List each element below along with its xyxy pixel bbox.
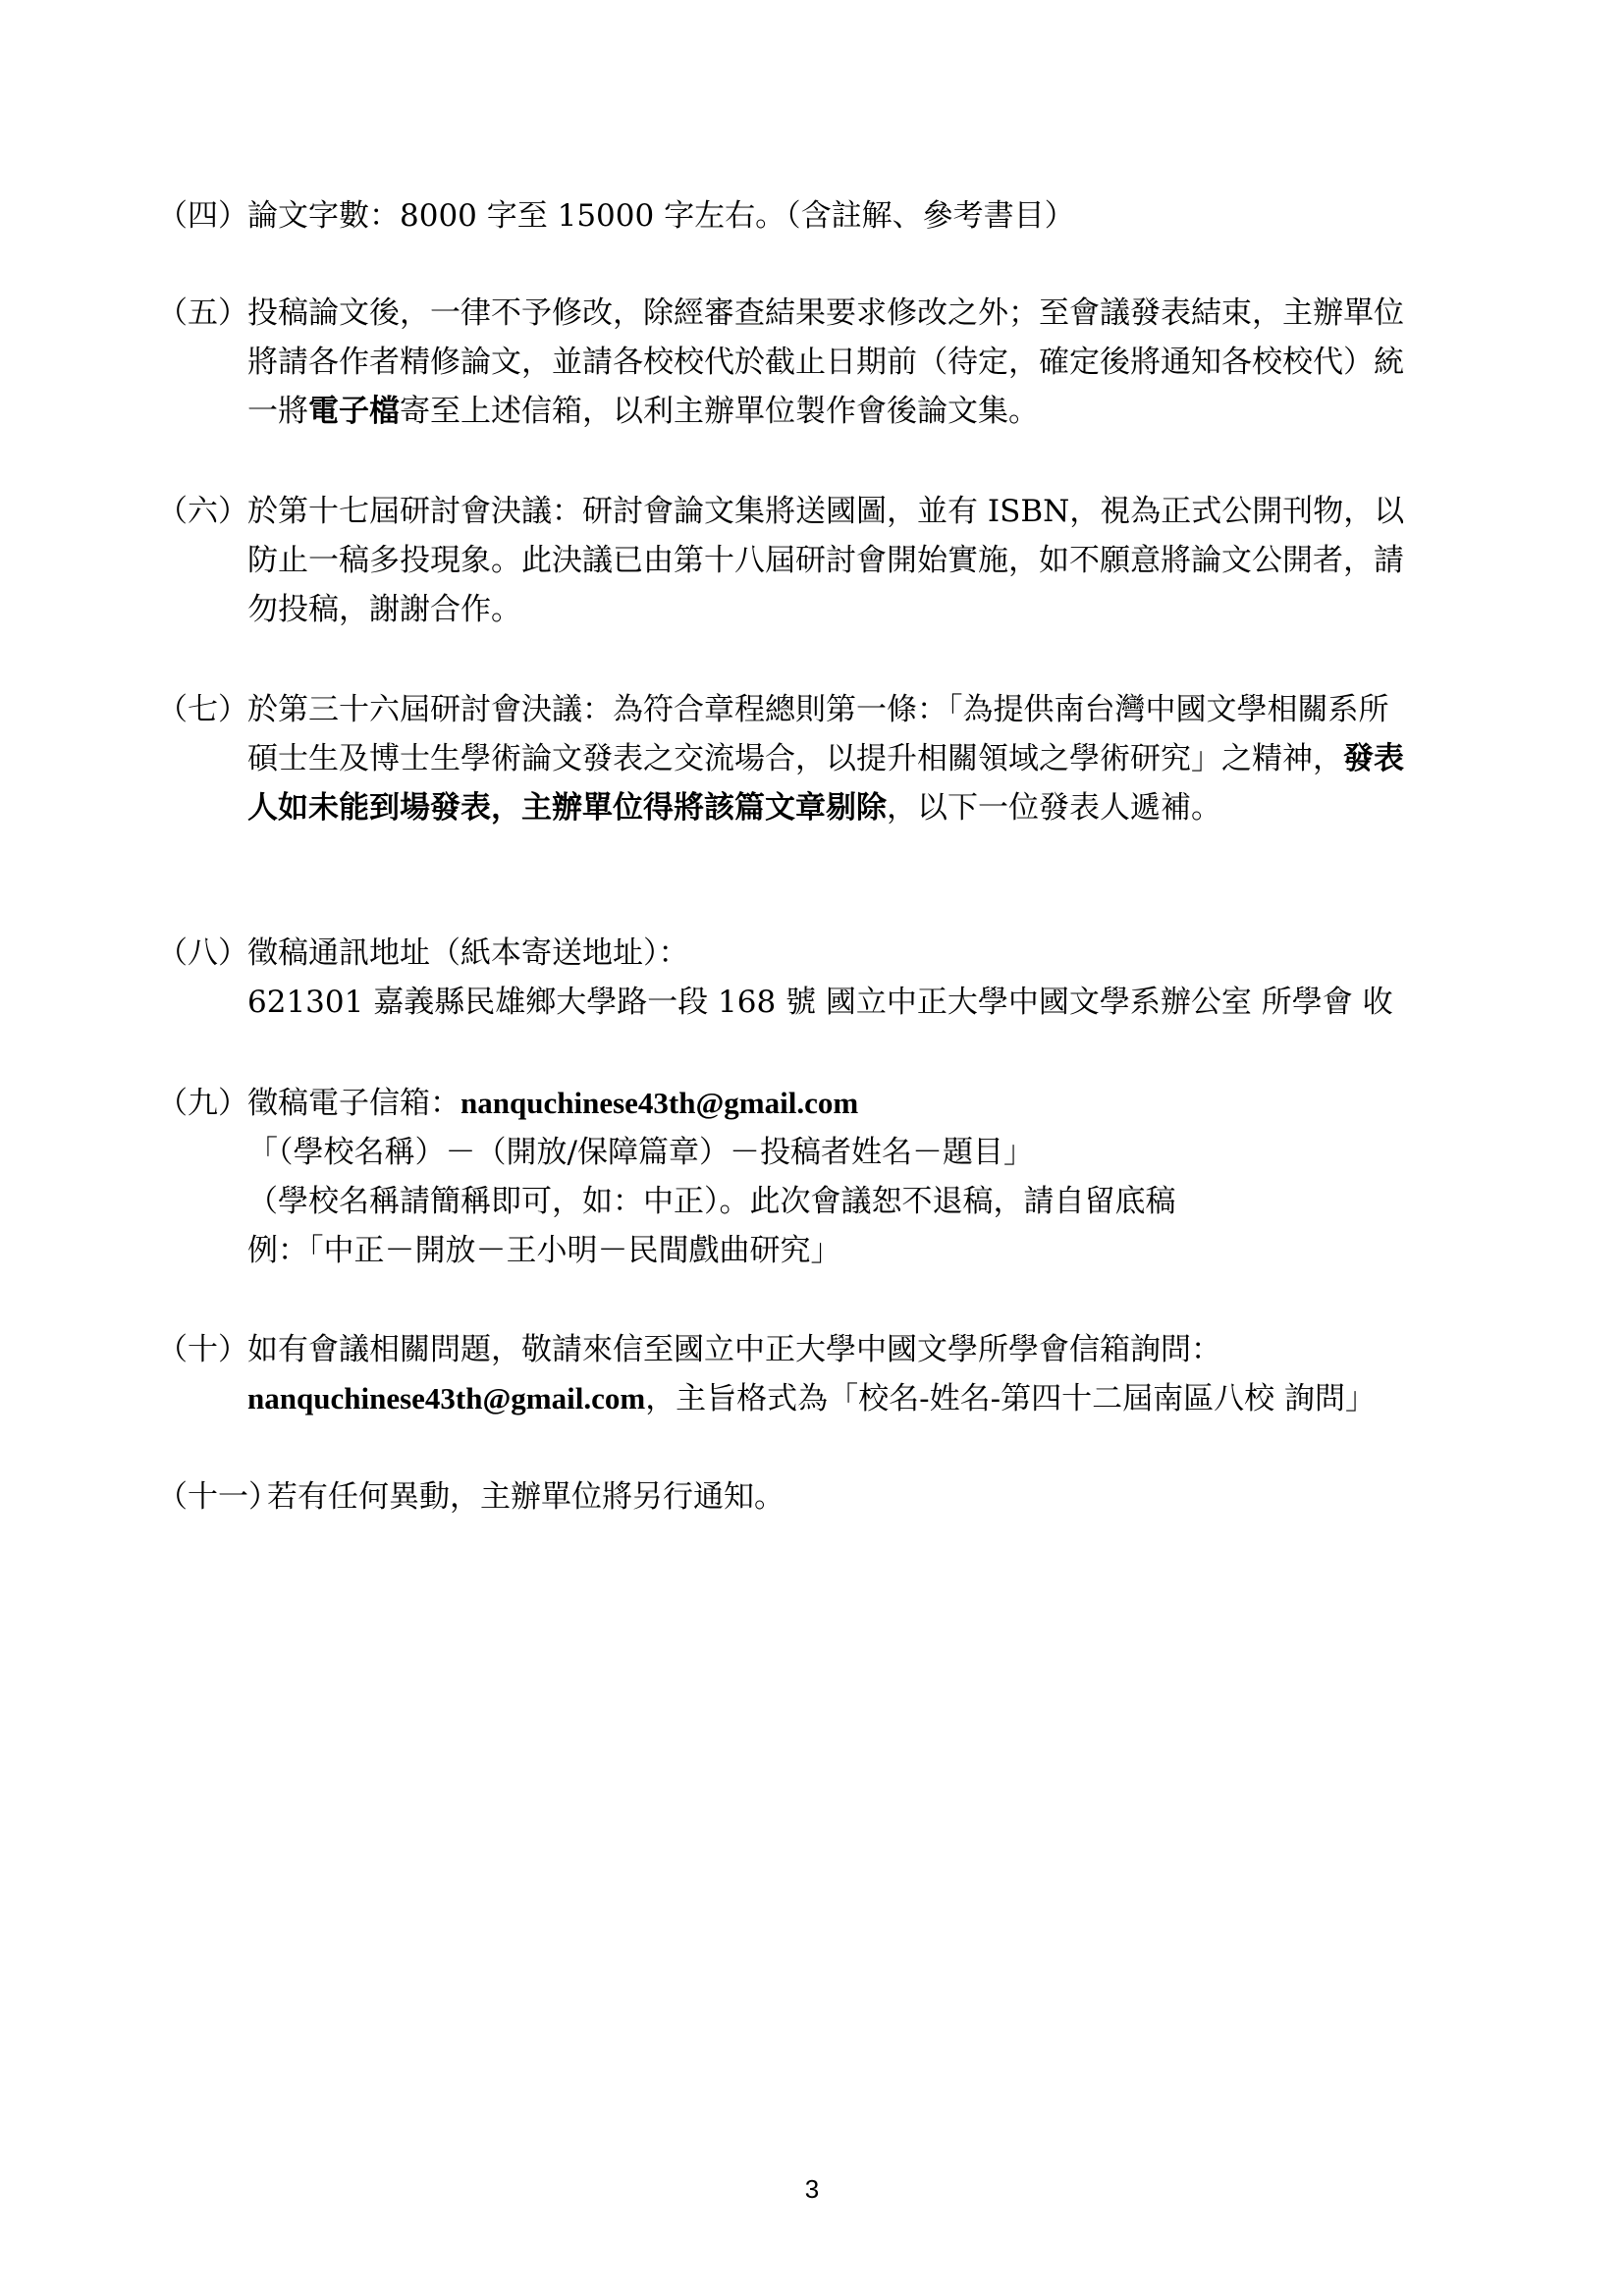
item-text-line	[247, 1078, 858, 1122]
item-marker: （八）	[157, 935, 248, 971]
item-text-line: 論文字數：8000 字至 15000 字左右。（含註解、參考書目）	[247, 198, 1075, 234]
item-text-line	[247, 782, 1221, 827]
item-marker: （九）	[157, 1086, 248, 1121]
item-text-line: 「（學校名稱）－（開放/保障篇章）－投稿者姓名－題目」	[247, 1135, 1034, 1170]
item-text-line: 於第三十六屆研討會決議：為符合章程總則第一條：「為提供南台灣中國文學相關系所	[247, 692, 1389, 727]
bold-text-run: 發表	[1343, 741, 1404, 776]
item-marker: （五）	[157, 295, 248, 331]
email-address: nanquchinese43th@gmail.com	[247, 1381, 646, 1415]
item-text-line: 投稿論文後，一律不予修改，除經審查結果要求修改之外；至會議發表結束，主辦單位	[247, 295, 1404, 331]
page-number: 3	[804, 2174, 820, 2204]
item-marker: （七）	[157, 692, 248, 727]
item-marker: （四）	[157, 198, 248, 234]
text-run: 寄至上述信箱，以利主辦單位製作會後論文集。	[400, 394, 1039, 429]
item-text-line: 於第十七屆研討會決議：研討會論文集將送國圖，並有 ISBN，視為正式公開刊物，以	[247, 494, 1405, 529]
item-text-line: 將請各作者精修論文，並請各校校代於截止日期前（待定，確定後將通知各校校代）統	[247, 345, 1404, 380]
item-text-line	[247, 1373, 1376, 1417]
item-text-line: 如有會議相關問題，敬請來信至國立中正大學中國文學所學會信箱詢問：	[247, 1332, 1221, 1367]
email-address: nanquchinese43th@gmail.com	[460, 1086, 859, 1120]
text-run: 徵稿電子信箱：	[247, 1086, 460, 1121]
item-marker: （六）	[157, 494, 248, 529]
text-run: ，主旨格式為「校名-姓名-第四十二屆南區八校 詢問」	[645, 1381, 1376, 1416]
item-marker: （十一）	[157, 1479, 279, 1515]
item-text-line: （學校名稱請簡稱即可，如：中正）。此次會議恕不退稿，請自留底稿	[247, 1184, 1176, 1219]
item-text-line	[247, 386, 1039, 430]
item-text-line: 例：「中正－開放－王小明－民間戲曲研究」	[247, 1233, 841, 1268]
postal-address: 621301 嘉義縣民雄鄉大學路一段 168 號 國立中正大學中國文學系辦公室 所學會 收	[247, 985, 1393, 1020]
item-text-line: 徵稿通訊地址（紙本寄送地址）：	[247, 935, 689, 971]
item-text-line: 若有任何異動，主辦單位將另行通知。	[267, 1479, 785, 1515]
text-run: ，以下一位發表人遞補。	[887, 790, 1221, 826]
item-marker: （十）	[157, 1332, 248, 1367]
text-run: 一將	[247, 394, 308, 429]
item-text-line	[247, 733, 1404, 777]
bold-text-run: 電子檔	[308, 394, 400, 429]
text-run: 碩士生及博士生學術論文發表之交流場合，以提升相關領域之學術研究」之精神，	[247, 741, 1343, 776]
item-text-line: 勿投稿，謝謝合作。	[247, 592, 521, 627]
item-text-line: 防止一稿多投現象。此決議已由第十八屆研討會開始實施，如不願意將論文公開者，請	[247, 543, 1404, 578]
bold-text-run: 人如未能到場發表，主辦單位得將該篇文章剔除	[247, 790, 887, 826]
